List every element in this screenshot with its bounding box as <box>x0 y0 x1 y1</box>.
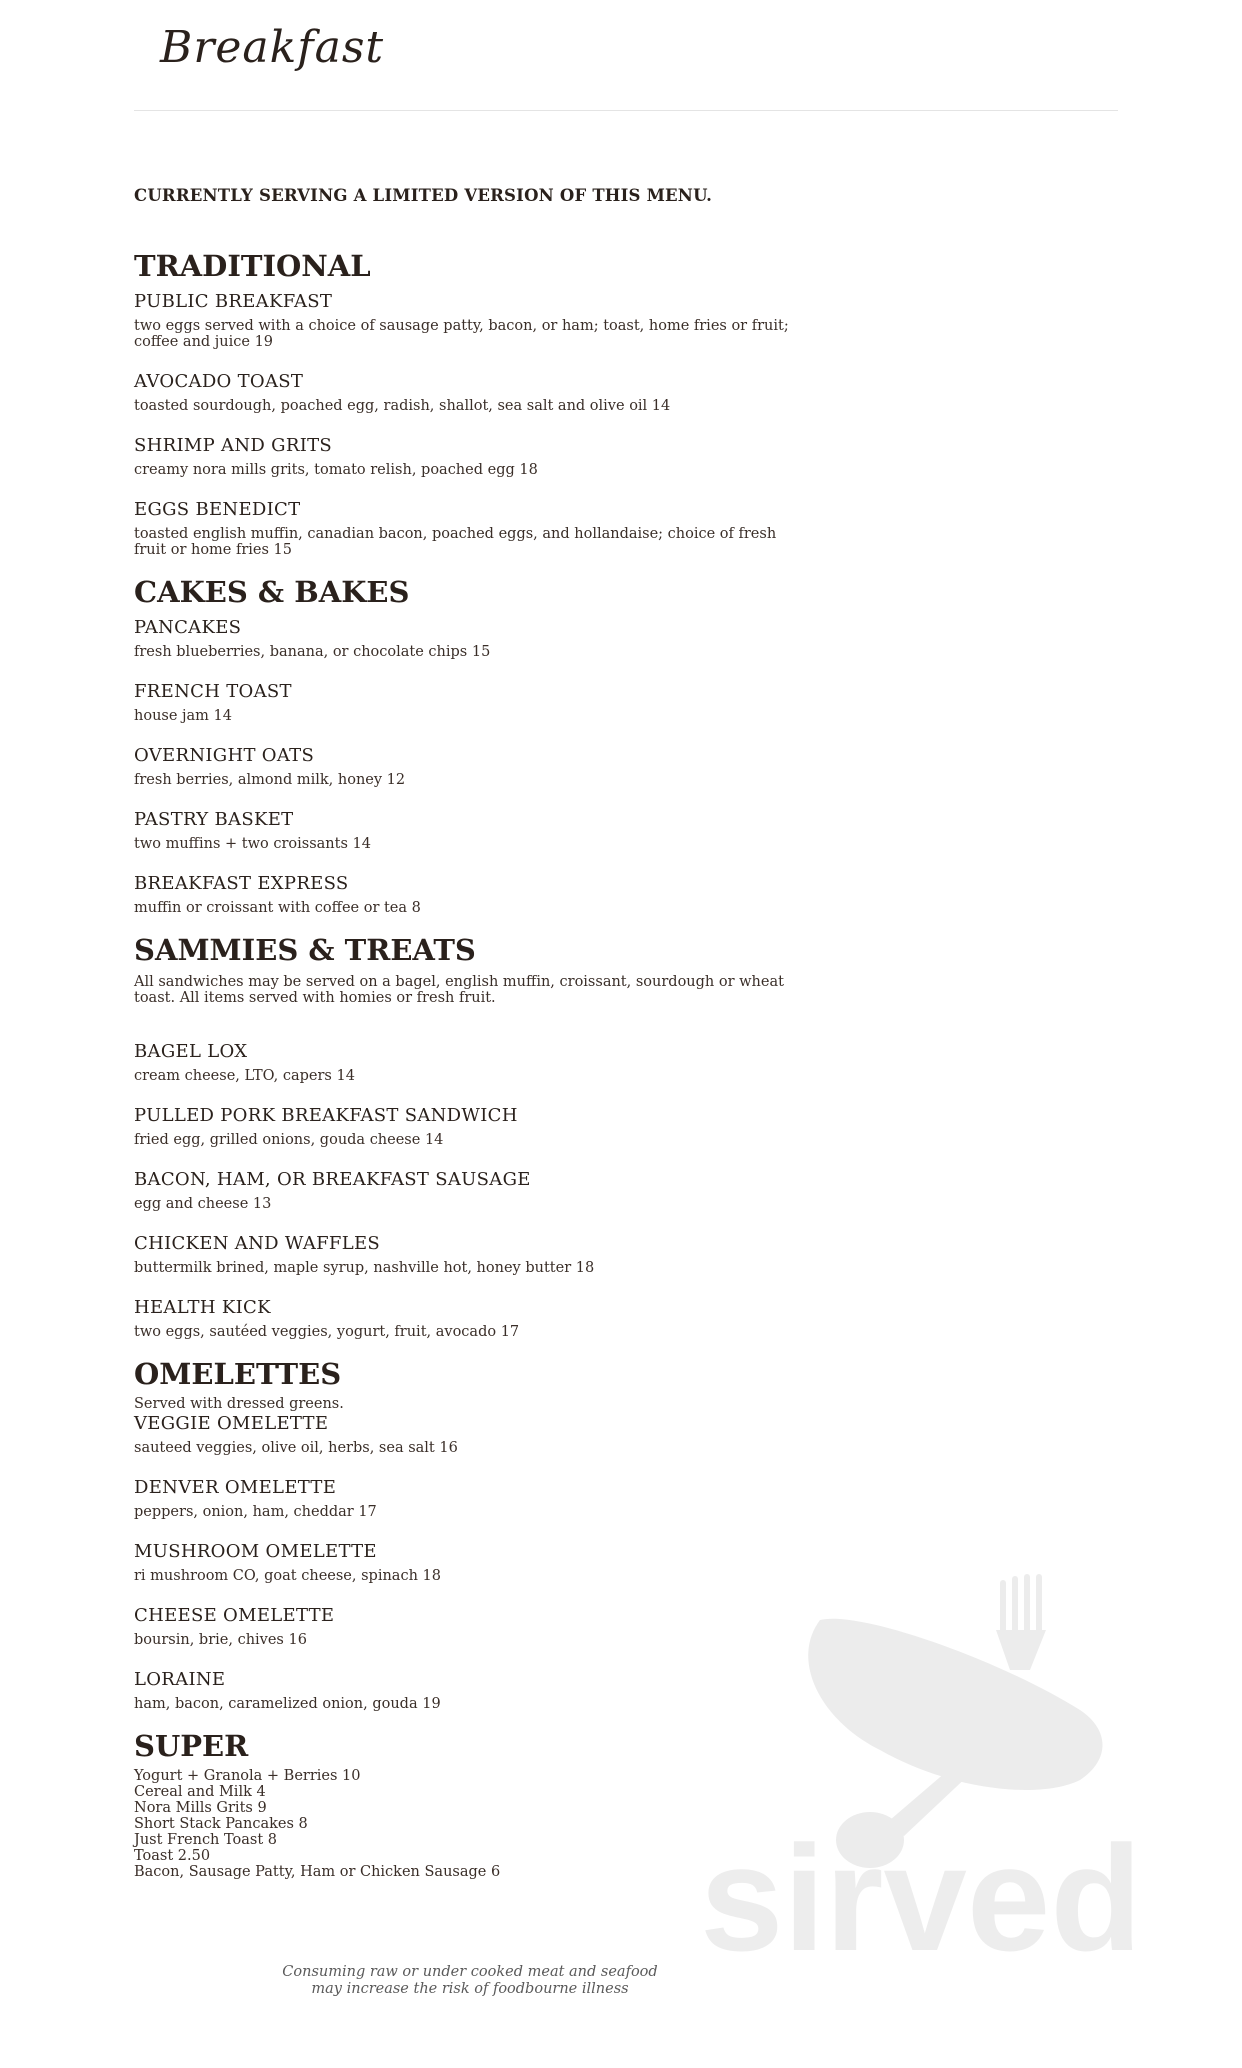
item-desc: boursin, brie, chives 16 <box>134 1632 307 1648</box>
sirved-watermark <box>700 1550 1180 1970</box>
item-desc: two eggs served with a choice of sausage patty, bacon, or ham; toast, home fries or fruit; coffee and juice 19 <box>134 318 789 350</box>
item-desc: toasted sourdough, poached egg, radish, shallot, sea salt and olive oil 14 <box>134 398 671 414</box>
menu-item <box>134 434 794 478</box>
item-name: BREAKFAST EXPRESS <box>134 873 349 894</box>
section-note: All sandwiches may be served on a bagel, english muffin, croissant, sourdough or wheat toast. All items served with homies or fresh fruit. <box>134 974 784 1006</box>
super-line: Cereal and Milk 4 <box>134 1784 266 1800</box>
menu-content <box>134 248 794 1880</box>
menu-item <box>134 1104 794 1148</box>
footer-line: may increase the risk of foodbourne illness <box>311 1981 629 1997</box>
item-desc: cream cheese, LTO, capers 14 <box>134 1068 355 1084</box>
item-name: VEGGIE OMELETTE <box>134 1413 329 1434</box>
footer-line: Consuming raw or under cooked meat and seafood <box>282 1964 658 1980</box>
item-name: CHICKEN AND WAFFLES <box>134 1233 381 1254</box>
item-desc: two muffins + two croissants 14 <box>134 836 371 852</box>
menu-item <box>134 1296 794 1340</box>
section-traditional <box>134 248 794 558</box>
menu-item <box>134 1604 794 1648</box>
menu-item <box>134 1412 794 1456</box>
menu-item <box>134 1040 794 1084</box>
item-name: SHRIMP AND GRITS <box>134 435 333 456</box>
item-name: BACON, HAM, OR BREAKFAST SAUSAGE <box>134 1169 531 1190</box>
item-desc: fresh blueberries, banana, or chocolate chips 15 <box>134 644 491 660</box>
super-line: Short Stack Pancakes 8 <box>134 1816 308 1832</box>
section-title: CAKES & BAKES <box>134 575 410 609</box>
menu-item <box>134 1168 794 1212</box>
super-line: Nora Mills Grits 9 <box>134 1800 267 1816</box>
menu-item <box>134 370 794 414</box>
section-note: Served with dressed greens. <box>134 1396 344 1412</box>
super-line: Yogurt + Granola + Berries 10 <box>134 1768 361 1784</box>
item-name: DENVER OMELETTE <box>134 1477 337 1498</box>
item-name: OVERNIGHT OATS <box>134 745 315 766</box>
item-desc: muffin or croissant with coffee or tea 8 <box>134 900 421 916</box>
item-name: BAGEL LOX <box>134 1041 248 1062</box>
super-list <box>134 1768 794 1880</box>
menu-item <box>134 808 794 852</box>
section-title: OMELETTES <box>134 1357 342 1391</box>
item-desc: buttermilk brined, maple syrup, nashville hot, honey butter 18 <box>134 1260 595 1276</box>
section-cakes-bakes <box>134 574 794 916</box>
item-desc: egg and cheese 13 <box>134 1196 272 1212</box>
item-desc: ri mushroom CO, goat cheese, spinach 18 <box>134 1568 441 1584</box>
menu-item <box>134 1476 794 1520</box>
item-name: LORAINE <box>134 1669 226 1690</box>
item-desc: fried egg, grilled onions, gouda cheese 14 <box>134 1132 444 1148</box>
section-sammies-treats <box>134 932 794 1340</box>
item-desc: creamy nora mills grits, tomato relish, poached egg 18 <box>134 462 538 478</box>
header-divider <box>134 110 1118 111</box>
item-name: AVOCADO TOAST <box>134 371 304 392</box>
item-desc: toasted english muffin, canadian bacon, poached eggs, and hollandaise; choice of fresh fruit or home fries 15 <box>134 526 777 558</box>
item-name: PUBLIC BREAKFAST <box>134 291 333 312</box>
item-desc: fresh berries, almond milk, honey 12 <box>134 772 406 788</box>
menu-item <box>134 1540 794 1584</box>
section-title: SUPER <box>134 1729 249 1763</box>
menu-item <box>134 290 794 350</box>
menu-item <box>134 744 794 788</box>
limited-menu-notice: CURRENTLY SERVING A LIMITED VERSION OF THIS MENU. <box>134 186 713 205</box>
item-name: EGGS BENEDICT <box>134 499 301 520</box>
item-name: CHEESE OMELETTE <box>134 1605 335 1626</box>
menu-item <box>134 1668 794 1712</box>
menu-item <box>134 498 794 558</box>
section-omelettes <box>134 1356 794 1712</box>
page-title: Breakfast <box>160 22 385 73</box>
super-line: Just French Toast 8 <box>134 1832 278 1848</box>
item-desc: house jam 14 <box>134 708 232 724</box>
item-name: PULLED PORK BREAKFAST SANDWICH <box>134 1105 518 1126</box>
item-name: PASTRY BASKET <box>134 809 294 830</box>
menu-item <box>134 1232 794 1276</box>
section-super <box>134 1728 794 1880</box>
item-name: PANCAKES <box>134 617 242 638</box>
menu-item <box>134 872 794 916</box>
item-desc: sauteed veggies, olive oil, herbs, sea salt 16 <box>134 1440 458 1456</box>
menu-item <box>134 616 794 660</box>
super-line: Toast 2.50 <box>134 1848 211 1864</box>
menu-item <box>134 680 794 724</box>
item-desc: peppers, onion, ham, cheddar 17 <box>134 1504 377 1520</box>
watermark-text: sirved <box>700 1814 1142 1970</box>
footer-disclaimer <box>240 1964 700 1998</box>
section-title: SAMMIES & TREATS <box>134 933 476 967</box>
section-title: TRADITIONAL <box>134 249 371 283</box>
item-name: FRENCH TOAST <box>134 681 292 702</box>
super-line: Bacon, Sausage Patty, Ham or Chicken Sausage 6 <box>134 1864 501 1880</box>
item-name: MUSHROOM OMELETTE <box>134 1541 377 1562</box>
item-desc: two eggs, sautéed veggies, yogurt, fruit, avocado 17 <box>134 1324 520 1340</box>
item-desc: ham, bacon, caramelized onion, gouda 19 <box>134 1696 441 1712</box>
item-name: HEALTH KICK <box>134 1297 271 1318</box>
